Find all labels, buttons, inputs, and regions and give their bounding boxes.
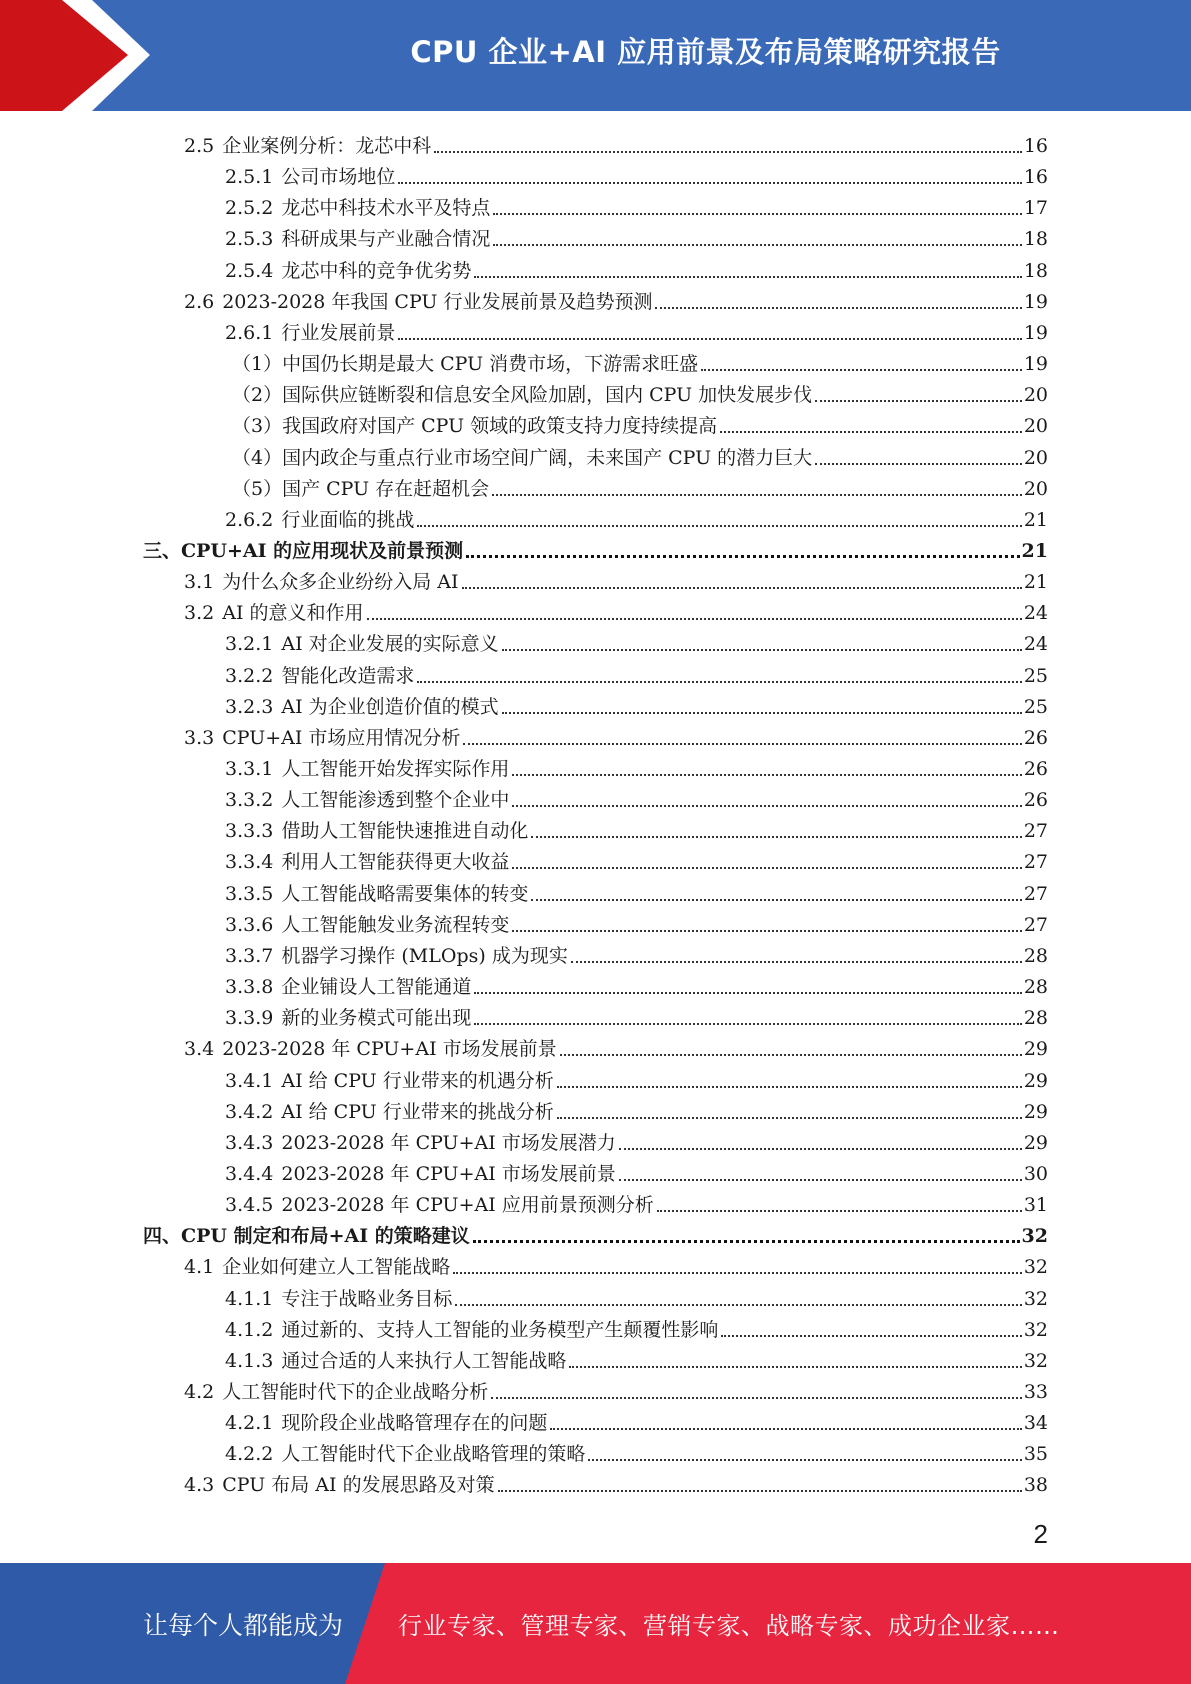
toc-entry-title: 龙芯中科技术水平及特点 <box>281 197 491 220</box>
toc-entry-page: 21 <box>1023 571 1048 594</box>
toc-entry-number: 2.6 <box>184 290 215 313</box>
toc-entry-number: 3.4 <box>184 1038 215 1061</box>
toc-entry[interactable] <box>225 937 1048 968</box>
toc-entry-page: 27 <box>1023 851 1048 874</box>
toc-dot-leader <box>493 212 1021 215</box>
toc-entry-page: 18 <box>1023 259 1048 282</box>
toc-dot-leader <box>417 524 1021 527</box>
toc-entry-page: 32 <box>1023 1349 1048 1372</box>
toc-dot-leader <box>367 617 1022 620</box>
toc-entry-page: 20 <box>1023 384 1048 407</box>
toc-entry[interactable] <box>225 1342 1048 1373</box>
toc-entry-page: 20 <box>1023 415 1048 438</box>
toc-entry-number: 3.3.4 <box>225 851 274 874</box>
toc-entry-title: 人工智能时代下的企业战略分析 <box>222 1381 489 1403</box>
toc-entry-page: 24 <box>1023 602 1048 625</box>
toc-entry[interactable] <box>184 1030 1048 1061</box>
toc-dot-leader <box>455 1303 1021 1306</box>
toc-entry-page: 27 <box>1023 820 1048 843</box>
toc-entry-page: 16 <box>1023 135 1048 157</box>
toc-entry-title: 新的业务模式可能出现 <box>281 1007 472 1030</box>
toc-dot-leader <box>474 1022 1021 1025</box>
toc-dot-leader <box>398 181 1021 184</box>
toc-entry-number: 4.1.1 <box>225 1287 274 1310</box>
toc-entry-page: 24 <box>1023 633 1048 656</box>
toc-entry-page: 25 <box>1023 664 1048 687</box>
toc-entry-number: 2.6.1 <box>225 321 274 344</box>
toc-entry[interactable] <box>225 812 1048 843</box>
toc-entry-page: 34 <box>1023 1412 1048 1435</box>
toc-entry-page: 18 <box>1023 228 1048 251</box>
toc-entry-title: 机器学习操作 (MLOps) 成为现实 <box>281 944 568 967</box>
toc-entry[interactable] <box>225 1280 1048 1311</box>
toc-entry-title: 2023-2028 年 CPU+AI 市场发展前景 <box>281 1162 616 1185</box>
toc-entry-title: AI 的意义和作用 <box>222 602 364 625</box>
toc-dot-leader <box>492 493 1022 496</box>
toc-entry-title: AI 给 CPU 行业带来的挑战分析 <box>281 1100 554 1123</box>
toc-entry-title: 企业案例分析：龙芯中科 <box>222 135 432 157</box>
toc-entry-title: 国际供应链断裂和信息安全风险加剧，国内 CPU 加快发展步伐 <box>282 384 813 407</box>
toc-entry[interactable] <box>225 688 1048 719</box>
toc-entry-number: 2.5.1 <box>225 166 274 189</box>
toc-entry-page: 32 <box>1023 1256 1048 1279</box>
toc-entry-title: AI 对企业发展的实际意义 <box>281 633 499 656</box>
toc-entry-page: 35 <box>1023 1443 1048 1466</box>
toc-entry-number: 3.4.5 <box>225 1194 274 1217</box>
toc-dot-leader <box>493 243 1021 246</box>
toc-dot-leader <box>512 866 1021 869</box>
toc-entry[interactable] <box>225 501 1048 532</box>
toc-entry-page: 26 <box>1023 726 1048 749</box>
toc-dot-leader <box>502 648 1022 651</box>
toc-entry-number: 3.3.9 <box>225 1007 274 1030</box>
toc-entry-number: 4.1 <box>184 1256 215 1279</box>
toc-entry[interactable] <box>225 1186 1048 1217</box>
toc-entry[interactable] <box>184 563 1048 594</box>
toc-dot-leader <box>531 898 1021 901</box>
toc-entry-title: 通过新的、支持人工智能的业务模型产生颠覆性影响 <box>281 1318 719 1341</box>
toc-entry-page: 20 <box>1023 477 1048 500</box>
toc-entry-title: 行业发展前景 <box>281 321 396 344</box>
toc-entry-page: 19 <box>1023 321 1048 344</box>
toc-entry-page: 26 <box>1023 758 1048 780</box>
toc-entry[interactable] <box>225 657 1048 688</box>
toc-entry-title: 智能化改造需求 <box>281 664 415 687</box>
toc-entry[interactable] <box>232 345 1048 376</box>
toc-entry-page: 29 <box>1023 1131 1048 1154</box>
toc-entry-title: 现阶段企业战略管理存在的问题 <box>281 1412 548 1435</box>
toc-entry[interactable] <box>232 439 1048 470</box>
toc-entry[interactable] <box>225 1404 1048 1435</box>
toc-dot-leader <box>701 368 1022 371</box>
toc-entry-number: （1） <box>232 353 283 376</box>
toc-entry[interactable] <box>184 1373 1048 1404</box>
toc-entry-number: 3.1 <box>184 571 215 594</box>
toc-entry[interactable] <box>225 189 1048 220</box>
toc-entry[interactable] <box>143 532 1048 563</box>
toc-entry[interactable] <box>225 1311 1048 1342</box>
toc-dot-leader <box>560 1053 1022 1056</box>
toc-entry-number: 4.1.3 <box>225 1349 274 1372</box>
toc-entry-number: 3.2.2 <box>225 664 274 687</box>
toc-entry[interactable] <box>225 314 1048 345</box>
toc-dot-leader <box>512 804 1021 807</box>
toc-entry-number: （4） <box>232 446 283 469</box>
toc-entry-number: 2.6.2 <box>225 508 274 531</box>
toc-dot-leader <box>474 275 1021 278</box>
toc-entry-title: 人工智能战略需要集体的转变 <box>281 882 529 905</box>
toc-entry[interactable] <box>225 968 1048 999</box>
toc-entry-number: 3.3.5 <box>225 882 274 905</box>
toc-entry-number: 3.2 <box>184 602 215 625</box>
toc-entry-page: 27 <box>1023 913 1048 936</box>
toc-dot-leader <box>550 1427 1021 1430</box>
toc-dot-leader <box>720 430 1022 433</box>
toc-entry-number: 三、 <box>143 539 182 562</box>
toc-entry-number: 4.1.2 <box>225 1318 274 1341</box>
toc-entry-page: 32 <box>1021 1225 1048 1248</box>
toc-entry[interactable] <box>225 1062 1048 1093</box>
toc-entry-title: 中国仍长期是最大 CPU 消费市场，下游需求旺盛 <box>282 353 699 376</box>
toc-entry-number: 3.3.6 <box>225 913 274 936</box>
toc-entry-page: 19 <box>1023 290 1048 313</box>
toc-entry-number: 4.2 <box>184 1381 215 1403</box>
toc-entry[interactable] <box>225 750 1048 781</box>
toc-entry-number: 3.2.3 <box>225 695 274 718</box>
toc-entry-title: 国产 CPU 存在赶超机会 <box>282 477 490 500</box>
toc-entry-page: 19 <box>1023 353 1048 376</box>
toc-entry-page: 31 <box>1023 1194 1048 1217</box>
toc-dot-leader <box>473 1239 1020 1243</box>
toc-entry-number: 3.4.2 <box>225 1100 274 1123</box>
toc-dot-leader <box>815 399 1022 402</box>
toc-dot-leader <box>502 711 1022 714</box>
toc-dot-leader <box>398 337 1021 340</box>
toc-entry-title: 龙芯中科的竞争优劣势 <box>281 259 472 282</box>
toc-dot-leader <box>721 1334 1021 1337</box>
toc-dot-leader <box>491 1396 1022 1399</box>
toc-entry-page: 33 <box>1023 1381 1048 1403</box>
toc-dot-leader <box>557 1116 1022 1119</box>
toc-entry-number: （3） <box>232 415 283 438</box>
toc-dot-leader <box>453 1271 1022 1274</box>
toc-entry[interactable] <box>225 1435 1048 1466</box>
toc-entry-page: 25 <box>1023 695 1048 718</box>
toc-entry-number: 3.3.8 <box>225 976 274 999</box>
toc-entry-title: 行业面临的挑战 <box>281 508 415 531</box>
toc-entry[interactable] <box>225 1124 1048 1155</box>
toc-entry[interactable] <box>184 1466 1048 1497</box>
toc-entry-number: 3.2.1 <box>225 633 274 656</box>
toc-entry[interactable] <box>225 999 1048 1030</box>
page-number: 2 <box>1033 1519 1048 1549</box>
toc-entry[interactable] <box>184 594 1048 625</box>
toc-dot-leader <box>463 742 1021 745</box>
toc-entry-title: 2023-2028 年 CPU+AI 市场发展潜力 <box>281 1131 616 1154</box>
toc-entry[interactable] <box>232 376 1048 407</box>
toc-dot-leader <box>512 773 1021 776</box>
toc-entry[interactable] <box>225 1093 1048 1124</box>
toc-entry-title: 企业如何建立人工智能战略 <box>222 1256 451 1279</box>
toc-entry-title: 2023-2028 年 CPU+AI 应用前景预测分析 <box>281 1194 654 1217</box>
toc-entry-number: 3.3.7 <box>225 944 274 967</box>
toc-entry-title: CPU 制定和布局+AI 的策略建议 <box>181 1225 470 1248</box>
toc-entry-page: 26 <box>1023 789 1048 812</box>
toc-dot-leader <box>474 991 1021 994</box>
toc-entry-number: 4.2.1 <box>225 1412 274 1435</box>
toc-entry[interactable] <box>225 158 1048 189</box>
toc-entry[interactable] <box>184 127 1048 158</box>
toc-entry[interactable] <box>143 1217 1048 1248</box>
toc-entry[interactable] <box>225 220 1048 251</box>
toc-dot-leader <box>657 1209 1022 1212</box>
toc-entry-title: CPU+AI 的应用现状及前景预测 <box>181 539 464 562</box>
toc-entry[interactable] <box>225 625 1048 656</box>
toc-entry-number: 2.5.2 <box>225 197 274 220</box>
toc-entry-title: CPU+AI 市场应用情况分析 <box>222 726 461 749</box>
toc-entry-title: 企业铺设人工智能通道 <box>281 976 472 999</box>
toc-entry-title: 人工智能时代下企业战略管理的策略 <box>281 1443 586 1466</box>
toc-entry-page: 28 <box>1023 1007 1048 1030</box>
toc-entry[interactable] <box>225 875 1048 906</box>
toc-entry-page: 17 <box>1023 197 1048 220</box>
toc-entry-title: 通过合适的人来执行人工智能战略 <box>281 1349 567 1372</box>
toc-entry-page: 21 <box>1021 539 1048 562</box>
toc-entry-number: （2） <box>232 384 283 407</box>
toc-dot-leader <box>569 1365 1021 1368</box>
page-header <box>0 0 1191 111</box>
toc-entry-title: 借助人工智能快速推进自动化 <box>281 820 529 843</box>
toc-dot-leader <box>619 1178 1022 1181</box>
toc-entry[interactable] <box>225 843 1048 874</box>
toc-entry-page: 16 <box>1023 166 1048 189</box>
toc-entry-title: 2023-2028 年 CPU+AI 市场发展前景 <box>222 1038 557 1061</box>
toc-entry-page: 38 <box>1023 1474 1048 1497</box>
toc-entry-title: 人工智能渗透到整个企业中 <box>281 789 510 812</box>
toc-dot-leader <box>655 306 1021 309</box>
page-footer <box>0 1563 1191 1684</box>
toc-entry-number: 3.3.1 <box>225 758 274 780</box>
toc-entry-number: 3.4.1 <box>225 1069 274 1092</box>
toc-dot-leader <box>619 1147 1022 1150</box>
toc-entry-title: 人工智能开始发挥实际作用 <box>281 758 510 780</box>
toc-dot-leader <box>557 1085 1022 1088</box>
toc-entry-page: 30 <box>1023 1162 1048 1185</box>
toc-entry[interactable] <box>184 719 1048 750</box>
toc-entry-title: 我国政府对国产 CPU 领域的政策支持力度持续提高 <box>282 415 718 438</box>
toc-dot-leader <box>512 929 1021 932</box>
toc-entry-title: 为什么众多企业纷纷入局 AI <box>222 571 459 594</box>
toc-entry-page: 28 <box>1023 944 1048 967</box>
toc-entry-number: （5） <box>232 477 283 500</box>
toc-entry[interactable] <box>225 906 1048 937</box>
toc-entry-title: 利用人工智能获得更大收益 <box>281 851 510 874</box>
toc-entry-page: 29 <box>1023 1038 1048 1061</box>
toc-dot-leader <box>466 554 1019 558</box>
toc-entry[interactable] <box>225 1155 1048 1186</box>
toc-entry-title: CPU 布局 AI 的发展思路及对策 <box>222 1474 495 1497</box>
toc-dot-leader <box>462 586 1022 589</box>
toc-entry-title: 科研成果与产业融合情况 <box>281 228 491 251</box>
toc-dot-leader <box>815 462 1022 465</box>
toc-entry-number: 4.3 <box>184 1474 215 1497</box>
toc-entry[interactable] <box>184 1248 1048 1279</box>
toc-entry[interactable] <box>225 252 1048 283</box>
toc-entry-number: 2.5.4 <box>225 259 274 282</box>
toc-dot-leader <box>417 680 1021 683</box>
toc-entry-title: 公司市场地位 <box>281 166 396 189</box>
toc-dot-leader <box>571 960 1022 963</box>
toc-entry-title: AI 给 CPU 行业带来的机遇分析 <box>281 1069 554 1092</box>
toc-entry-number: 2.5 <box>184 135 215 157</box>
toc-entry-title: 人工智能触发业务流程转变 <box>281 913 510 936</box>
toc-entry-number: 3.3.2 <box>225 789 274 812</box>
toc-entry-title: 专注于战略业务目标 <box>281 1287 453 1310</box>
toc-entry-title: 国内政企与重点行业市场空间广阔，未来国产 CPU 的潜力巨大 <box>282 446 813 469</box>
toc-entry[interactable] <box>232 407 1048 438</box>
toc-entry-page: 20 <box>1023 446 1048 469</box>
toc-entry[interactable] <box>232 470 1048 501</box>
toc-entry-page: 27 <box>1023 882 1048 905</box>
toc-entry-number: 3.3.3 <box>225 820 274 843</box>
toc-dot-leader <box>588 1458 1021 1461</box>
toc-entry-page: 29 <box>1023 1069 1048 1092</box>
toc-entry[interactable] <box>184 283 1048 314</box>
toc-entry-page: 32 <box>1023 1287 1048 1310</box>
toc-entry-number: 四、 <box>143 1225 182 1248</box>
toc-entry-number: 2.5.3 <box>225 228 274 251</box>
toc-entry-title: 2023-2028 年我国 CPU 行业发展前景及趋势预测 <box>222 290 653 313</box>
toc-entry-number: 3.4.3 <box>225 1131 274 1154</box>
toc-dot-leader <box>531 835 1021 838</box>
toc-dot-leader <box>434 150 1022 153</box>
toc-entry-page: 28 <box>1023 976 1048 999</box>
toc-entry-page: 32 <box>1023 1318 1048 1341</box>
toc-dot-leader <box>498 1489 1022 1492</box>
toc-entry-title: AI 为企业创造价值的模式 <box>281 695 499 718</box>
toc-entry[interactable] <box>225 781 1048 812</box>
footer-slogan-left: 让每个人都能成为 <box>143 1610 344 1640</box>
toc-entry-number: 3.4.4 <box>225 1162 274 1185</box>
toc-entry-number: 3.3 <box>184 726 215 749</box>
footer-slogan-right: 行业专家、管理专家、营销专家、战略专家、成功企业家…… <box>398 1612 1060 1640</box>
report-title: CPU 企业+AI 应用前景及布局策略研究报告 <box>410 34 1001 69</box>
toc-entry-page: 21 <box>1023 508 1048 531</box>
toc-entry-number: 4.2.2 <box>225 1443 274 1466</box>
toc-entry-page: 29 <box>1023 1100 1048 1123</box>
